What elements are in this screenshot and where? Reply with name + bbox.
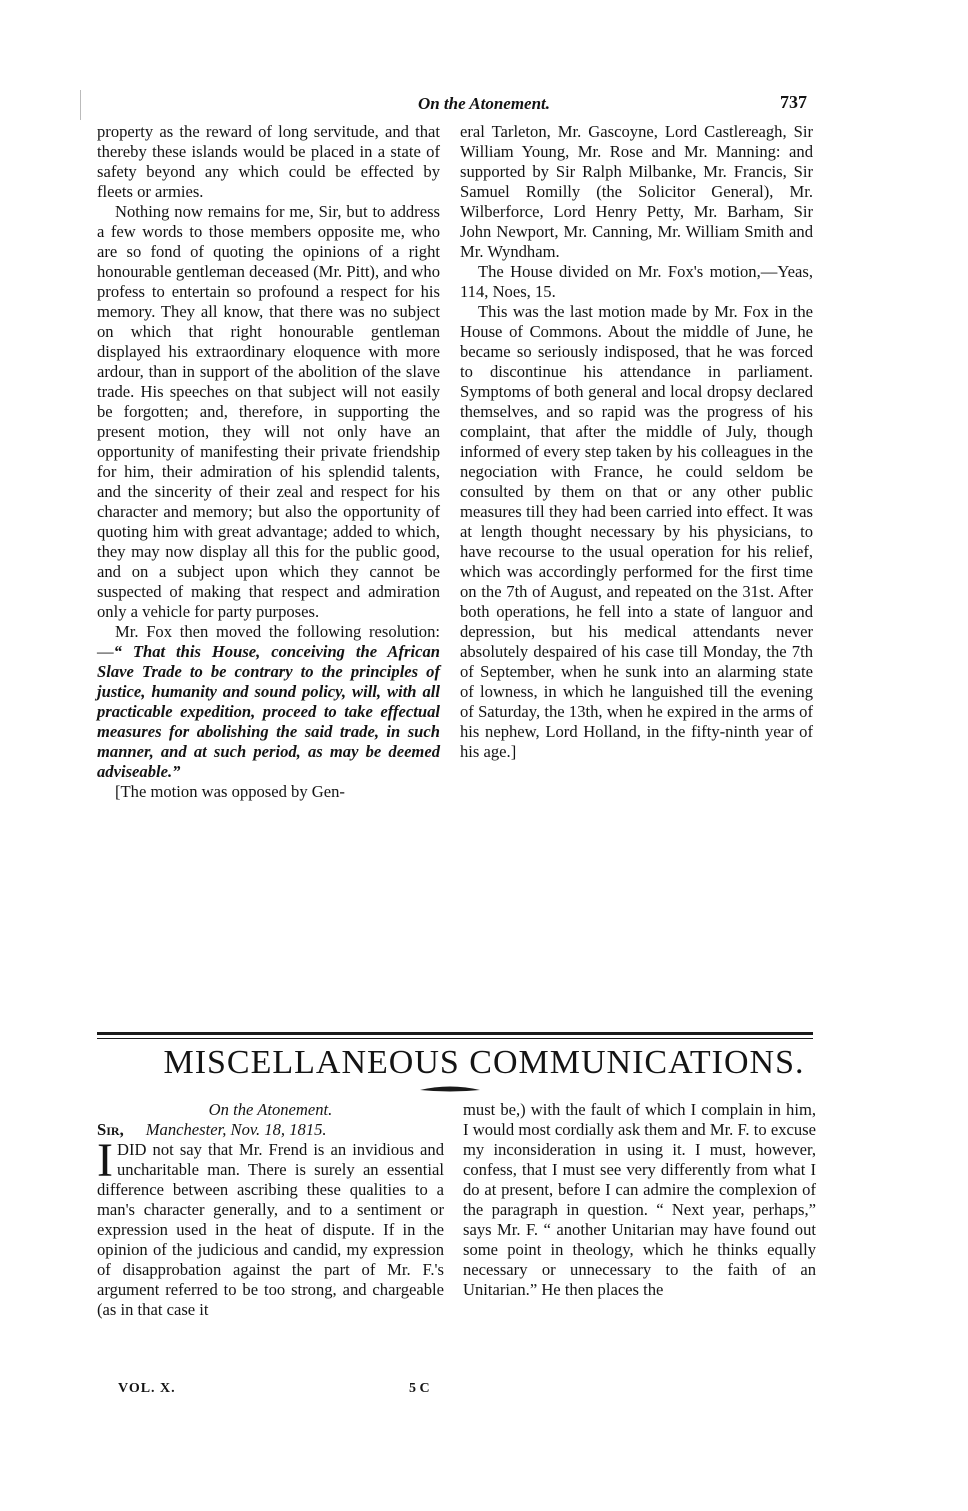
- running-title: On the Atonement.: [417, 94, 551, 113]
- article-title: On the Atonement.: [208, 1100, 333, 1119]
- drop-cap: I: [97, 1134, 113, 1187]
- section-rule: [97, 1038, 813, 1039]
- top-right-column: [460, 122, 813, 762]
- paragraph: The House divided on Mr. Fox's motion,—Yeas, 114, Noes, 15.: [460, 262, 813, 301]
- article-opening: [97, 1134, 444, 1320]
- bottom-left-column: [97, 1100, 444, 1320]
- resolution-text: “ That this House, conceiving the African Slave Trade to be contrary to the principles of justice, humanity and sound policy, will, with all practicable expedition, proceed to take effectual measures for abolishing the said trade, in such manner, and at such period, as may be deemed adviseable.”: [97, 642, 440, 781]
- page-number: 737: [780, 92, 807, 112]
- volume-mark: VOL. X.: [118, 1381, 176, 1396]
- article-right-text: must be,) with the fault of which I complain in him, I would most cordially ask them and Mr. F. to excuse my inconsideration in using it. I must, however, confess, that I must see very differently from what I do at present, before I can admire the complexion of the paragraph in question. “ Next year, perhaps,” says Mr. F. “ another Unitarian may have found out some point in theology, which he thinks equally necessary or unnecessary to the faith of an Unitarian.” He then places the: [463, 1100, 816, 1299]
- paragraph: [The motion was opposed by Gen-: [115, 782, 345, 801]
- section-heading: MISCELLANEOUS COMMUNICATIONS.: [163, 1044, 805, 1081]
- salutation: Sir,: [97, 1120, 124, 1139]
- signature-mark: 5 C: [409, 1381, 430, 1396]
- resolution-paragraph: [97, 622, 440, 782]
- resolution-intro: Mr. Fox then moved the following resolution:—: [97, 622, 440, 661]
- paragraph: This was the last motion made by Mr. Fox in the House of Commons. About the middle of June, he became so seriously indisposed, that he was forced to discontinue his attendance in parliament. Symptoms of both general and local dropsy declared themselves, and so rapid was the progress of his complaint, that after the middle of July, though informed of every step taken by his colleagues in the negociation with France, he could seldom be consulted by them on that or any other public measures till they had been carried into effect. It was at length thought necessary by his physicians, to have recourse to the usual operation for his relief, which was accordingly performed for the first time on the 7th of August, and repeated on the 31st. After both operations, he fell into a state of languor and depression, but his medical attendants never absolutely despaired of his case till Monday, the 7th of September, when he sunk into an alarming state of lowness, in which he languished till the evening of Saturday, the 13th, when he expired in the arms of his nephew, Lord Holland, in the fifty-ninth year of his age.]: [460, 302, 813, 761]
- paragraph: Nothing now remains for me, Sir, but to address a few words to those members opposite me, who are so fond of quoting the opinions of a right honourable gentleman deceased (Mr. Pitt), and who profess to entertain so profound a respect for his memory. They all know, that there was no subject on which that right honourable gentleman displayed his extraordinary eloquence with more ardour, than in support of the abolition of the slave trade. His speeches on that subject will not easily be forgotten; and, therefore, in supporting the present motion, they will not only have an opportunity of manifesting their private friendship for him, their admiration of his splendid talents, and the sincerity of their zeal and respect for his character and memory; but also the opportunity of quoting him with great advantage; added to which, they may now display all this for the public good, and on a subject upon which they cannot be suspected of making that respect and admiration only a vehicle for party purposes.: [97, 202, 440, 621]
- salutation-line: [97, 1120, 444, 1140]
- paragraph: eral Tarleton, Mr. Gascoyne, Lord Castlereagh, Sir William Young, Mr. Rose and Mr. Manning: and supported by Sir Ralph Milbanke, Mr. Francis, Sir Samuel Romilly (the Solicitor General), Mr. Wilberforce, Lord Henry Petty, Mr. Barham, Sir John Newport, Mr. Canning, Mr. William Smith and Mr. Wyndham.: [460, 122, 813, 261]
- top-left-column: [97, 122, 440, 802]
- paragraph: property as the reward of long servitude, and that thereby these islands would be placed in a state of safety beyond any which could be effected by fleets or armies.: [97, 122, 440, 201]
- bottom-right-column: [463, 1100, 816, 1300]
- section-rule: [97, 1032, 813, 1035]
- flourish-ornament: [420, 1085, 480, 1095]
- place-date: Manchester, Nov. 18, 1815.: [145, 1120, 327, 1139]
- article-left-text: DID not say that Mr. Frend is an invidious and uncharitable man. There is surely an essential difference between ascribing these qualities to a man's character generally, and to a sentiment or expression used in the heat of dispute. If in the opinion of the judicious and candid, my expression of disapprobation against the part of Mr. F.'s argument referred to be too strong, and chargeable (as in that case it: [97, 1140, 444, 1319]
